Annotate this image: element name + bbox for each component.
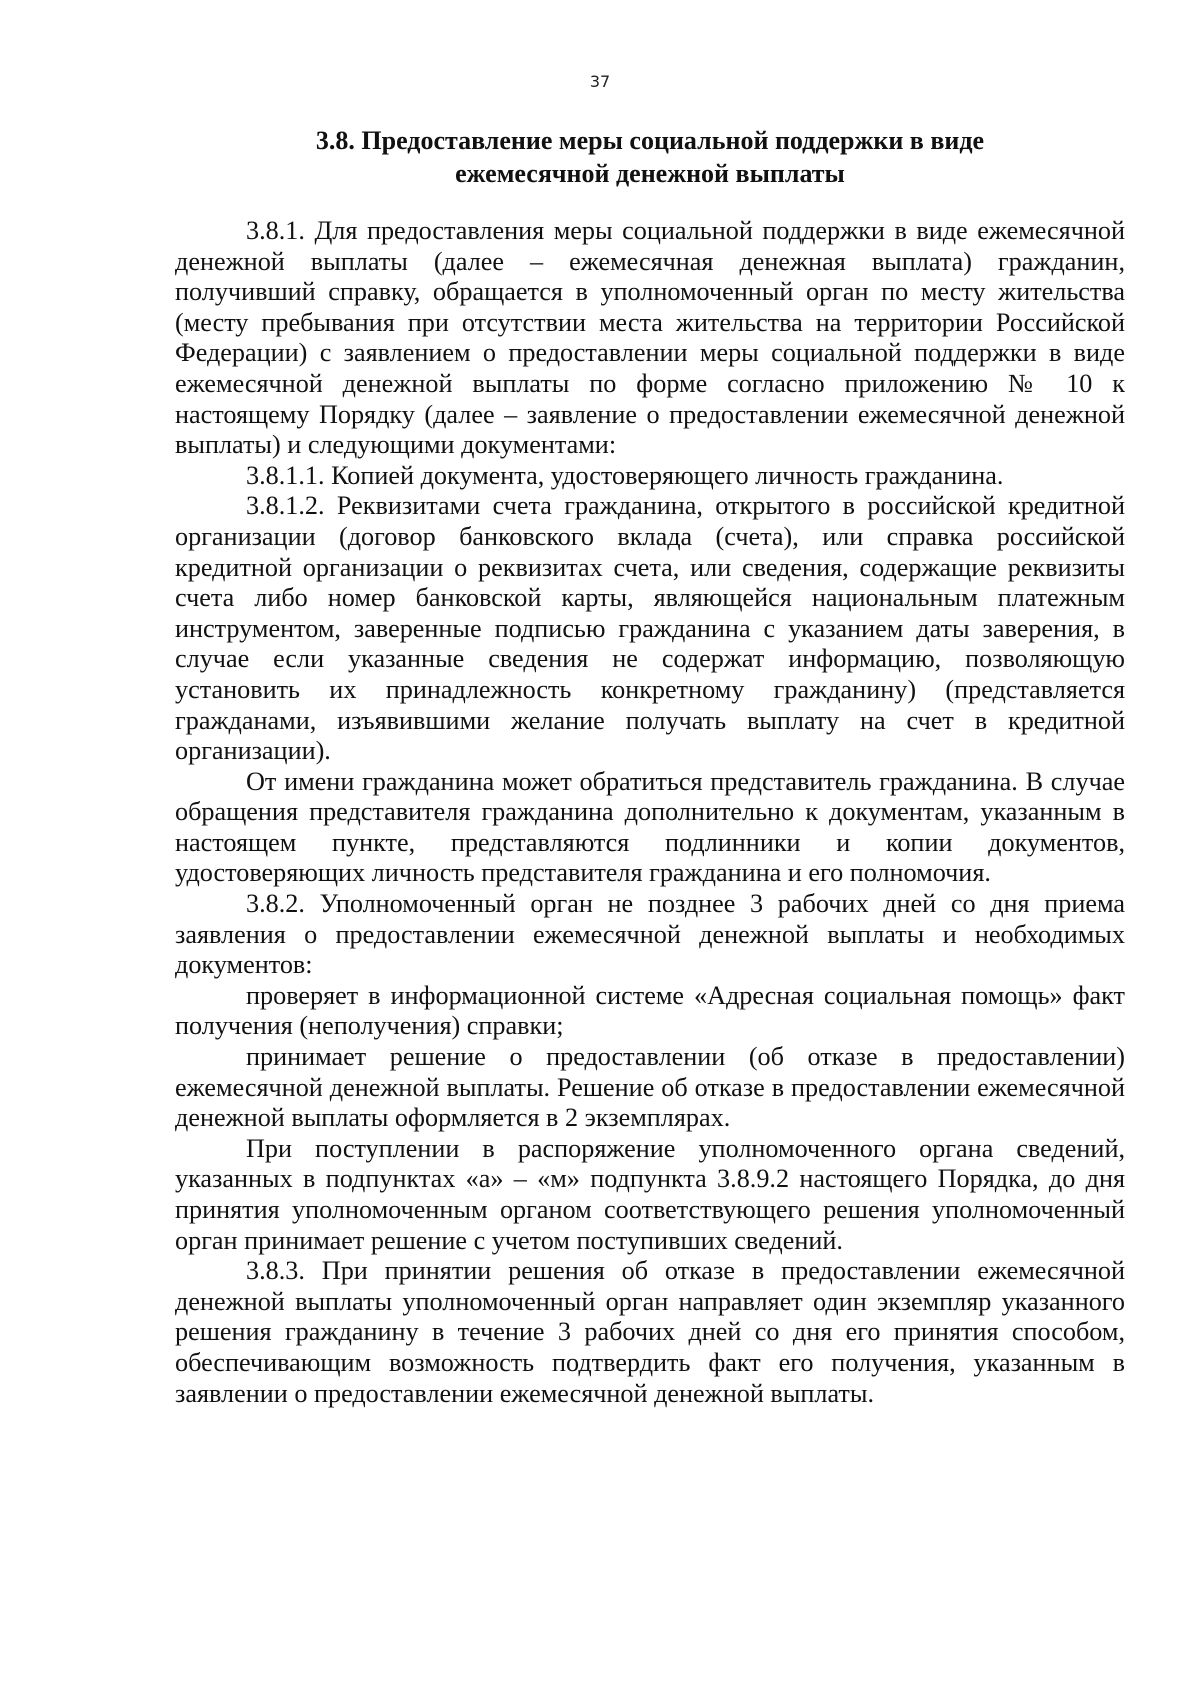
section-title	[175, 124, 1125, 190]
paragraph-3-8-1: 3.8.1. Для предоставления меры социальной поддержки в виде ежемесячной денежной выплаты (далее – ежемесячная денежная выплата) гражданин, получивший справку, обращается в уполномоченный орган по месту жительства (месту пребывания при отсутствии места жительства на территории Российской Федерации) с заявлением о предоставлении меры социальной поддержки в виде ежемесячной денежной выплаты по форме согласно приложению № 10 к настоящему Порядку (далее – заявление о предоставлении ежемесячной денежной выплаты) и следующими документами:	[175, 216, 1125, 460]
paragraph-checks-system: проверяет в информационной системе «Адресная социальная помощь» факт получения (неполучения) справки;	[175, 980, 1125, 1041]
section-title-line-1: 3.8. Предоставление меры социальной поддержки в виде	[315, 126, 985, 155]
paragraph-representative: От имени гражданина может обратиться представитель гражданина. В случае обращения представителя гражданина дополнительно к документам, указанным в настоящем пункте, представляются подлинники и копии документов, удостоверяющих личность представителя гражданина и его полномочия.	[175, 766, 1125, 888]
paragraph-incoming-info: При поступлении в распоряжение уполномоченного органа сведений, указанных в подпунктах «а» – «м» подпункта 3.8.9.2 настоящего Порядка, до дня принятия уполномоченным органом соответствующего решения уполномоченный орган принимает решение с учетом поступивших сведений.	[175, 1133, 1125, 1255]
paragraph-3-8-1-2: 3.8.1.2. Реквизитами счета гражданина, открытого в российской кредитной организации (договор банковского вклада (счета), или справка российской кредитной организации о реквизитах счета, или сведения, содержащие реквизиты счета либо номер банковской карты, являющейся национальным платежным инструментом, заверенные подписью гражданина с указанием даты заверения, в случае если указанные сведения не содержат информацию, позволяющую установить их принадлежность конкретному гражданину) (представляется гражданами, изъявившими желание получать выплату на счет в кредитной организации).	[175, 491, 1125, 766]
paragraph-3-8-3: 3.8.3. При принятии решения об отказе в предоставлении ежемесячной денежной выплаты уполномоченный орган направляет один экземпляр указанного решения гражданину в течение 3 рабочих дней со дня его принятия способом, обеспечивающим возможность подтвердить факт его получения, указанным в заявлении о предоставлении ежемесячной денежной выплаты.	[175, 1256, 1125, 1408]
document-body	[175, 216, 1125, 1409]
paragraph-decision: принимает решение о предоставлении (об отказе в предоставлении) ежемесячной денежной выплаты. Решение об отказе в предоставлении ежемесячной денежной выплаты оформляется в 2 экземплярах.	[175, 1042, 1125, 1133]
paragraph-3-8-1-1: 3.8.1.1. Копией документа, удостоверяющего личность гражданина.	[246, 460, 1004, 490]
page-number: 37	[589, 72, 611, 91]
section-title-line-2: ежемесячной денежной выплаты	[455, 159, 845, 188]
paragraph-3-8-2: 3.8.2. Уполномоченный орган не позднее 3 рабочих дней со дня приема заявления о предоставлении ежемесячной денежной выплаты и необходимых документов:	[175, 889, 1125, 980]
